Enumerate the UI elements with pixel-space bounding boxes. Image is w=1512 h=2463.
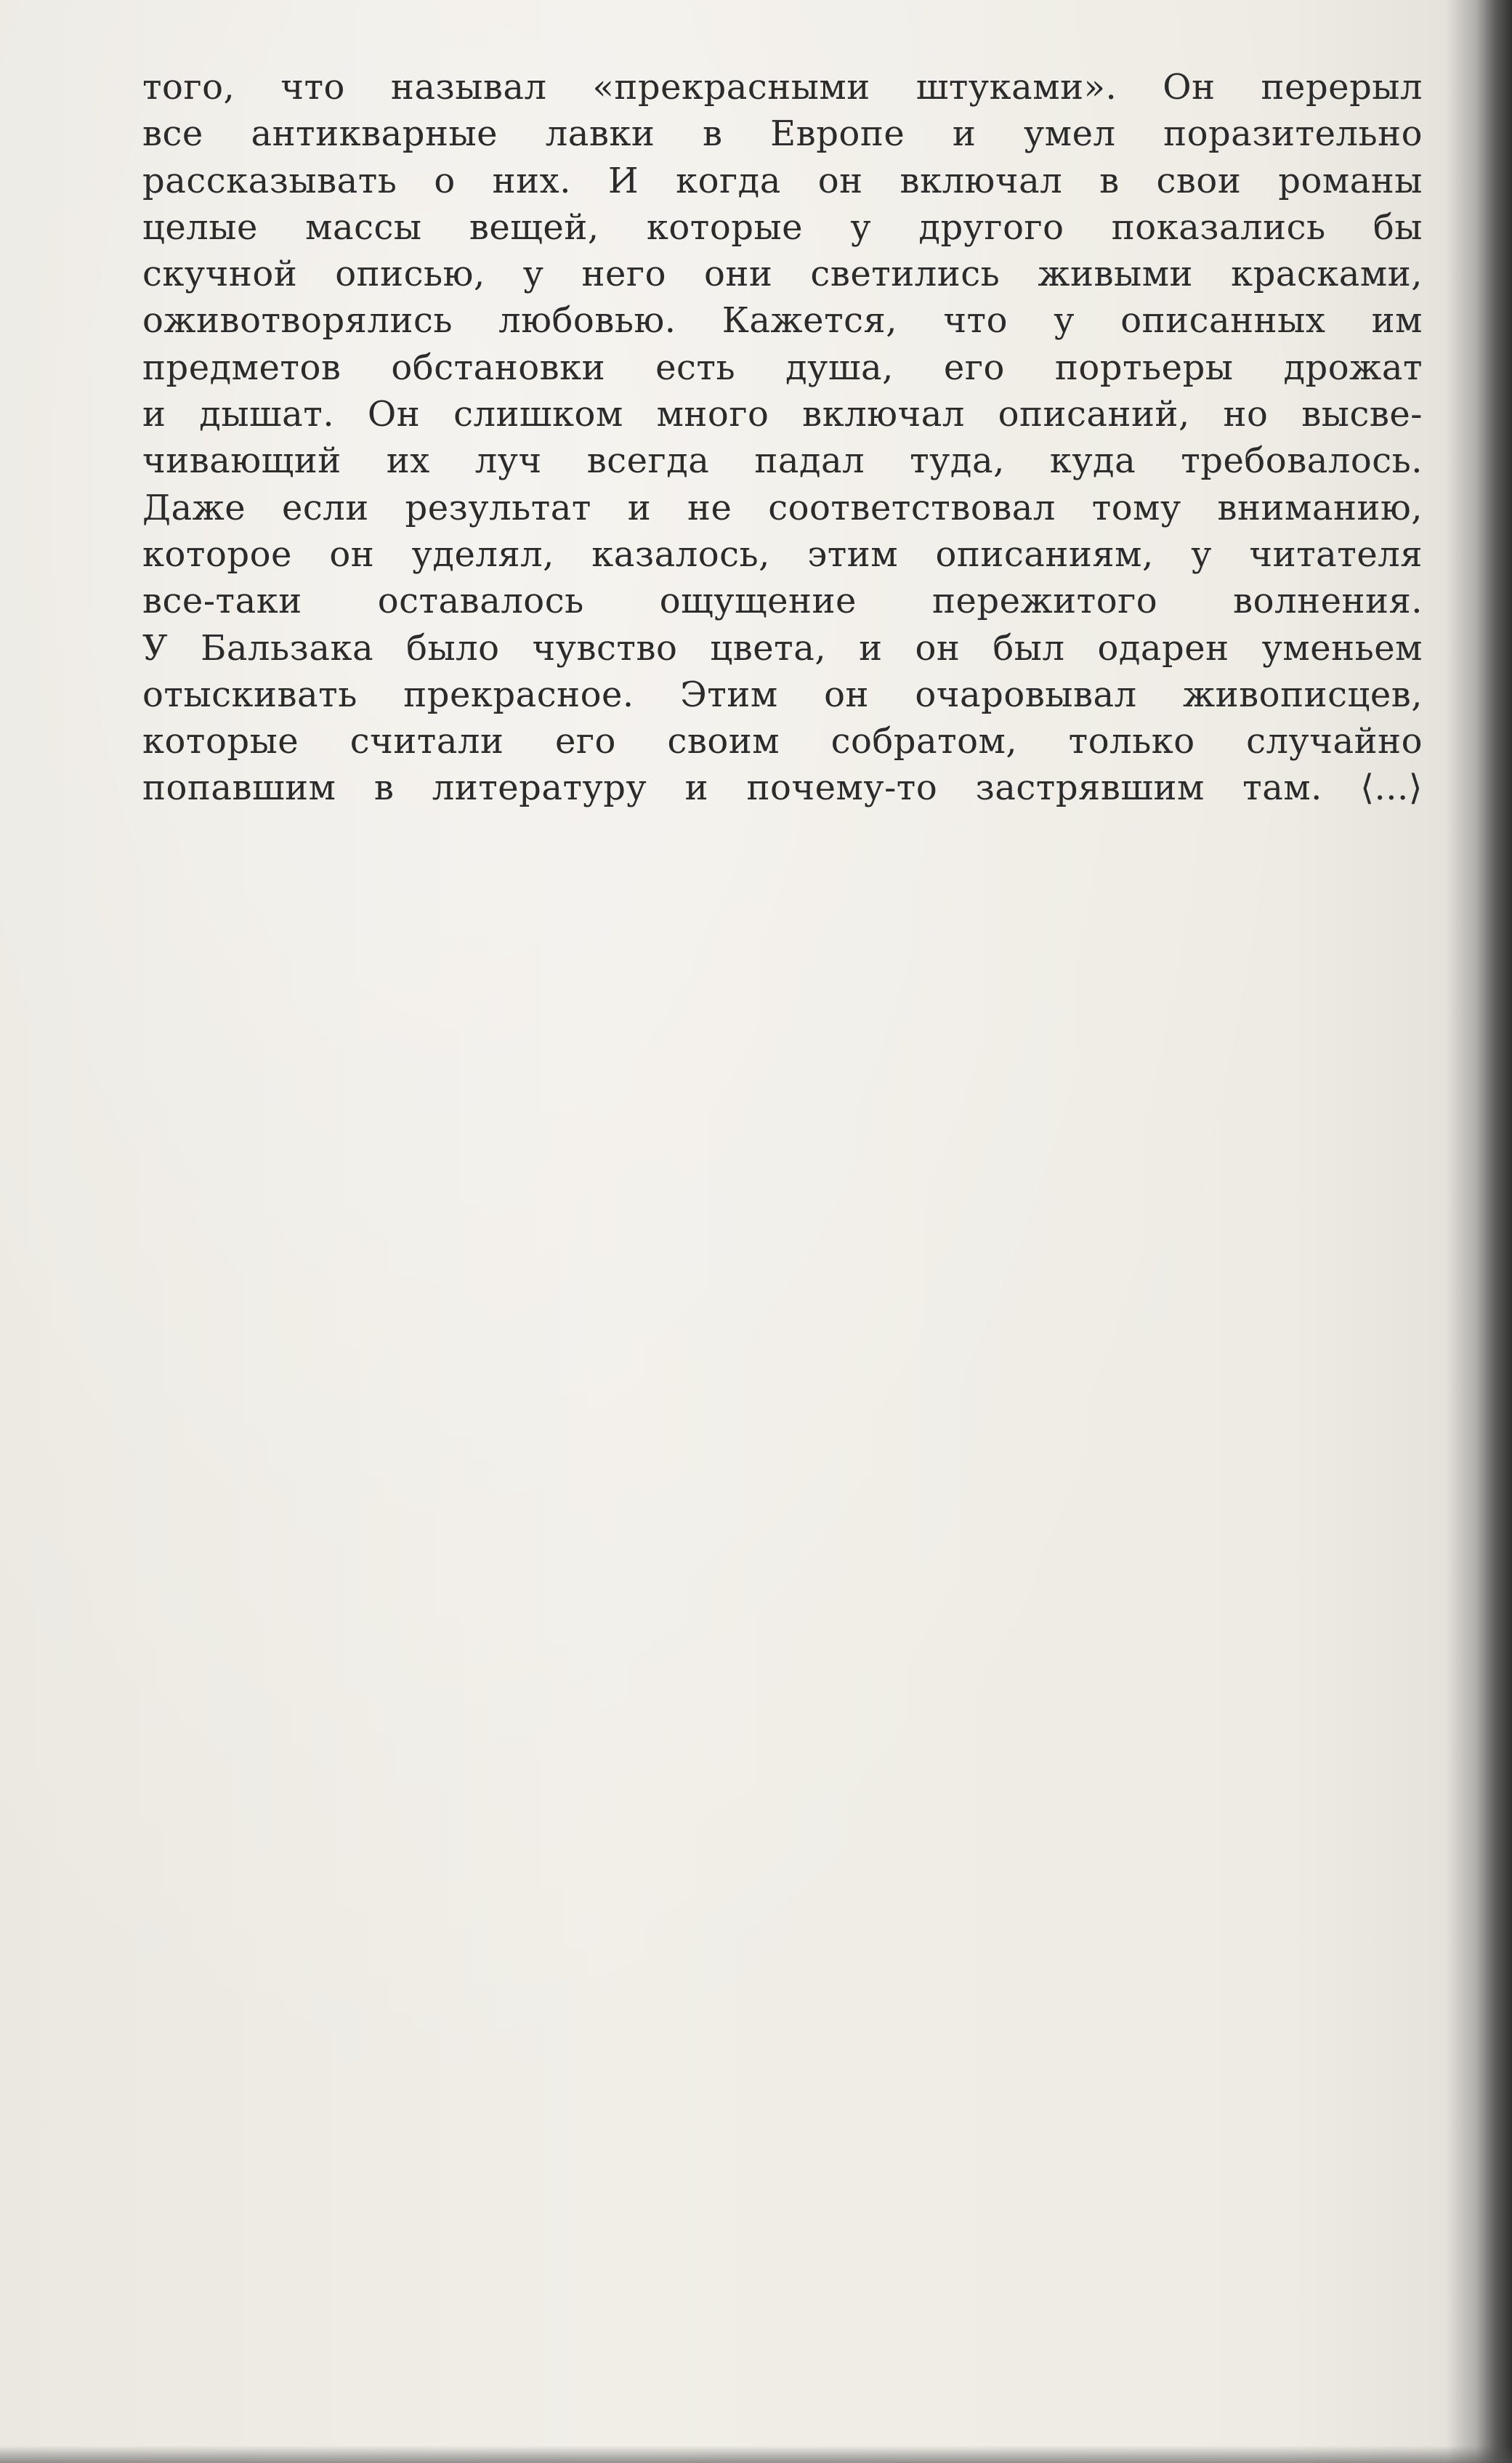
- text-line-15: которые считали его своим собратом, только случайно: [142, 721, 1423, 762]
- text-line-2: все антикварные лавки в Европе и умел поразительно: [142, 113, 1423, 155]
- text-line-13: У Бальзака было чувство цвета, и он был одарен уменьем: [142, 627, 1423, 669]
- text-line-8: и дышат. Он слишком много включал описаний, но высве-: [142, 394, 1423, 435]
- text-line-4: целые массы вещей, которые у другого показались бы: [142, 206, 1423, 248]
- text-line-12: все-таки оставалось ощущение пережитого волнения.: [142, 581, 1423, 622]
- text-line-5: скучной описью, у него они светились живыми красками,: [142, 254, 1423, 295]
- page-bottom-edge: [0, 2446, 1512, 2463]
- text-line-1: того, что называл «прекрасными штуками». Он перерыл: [142, 67, 1423, 108]
- text-line-14: отыскивать прекрасное. Этим он очаровывал живописцев,: [142, 674, 1423, 715]
- text-line-7: предметов обстановки есть душа, его портьеры дрожат: [142, 347, 1423, 388]
- text-line-6: оживотворялись любовью. Кажется, что у описанных им: [142, 300, 1423, 342]
- text-line-10: Даже если результат и не соответствовал тому вниманию,: [142, 487, 1423, 528]
- text-line-11: которое он уделял, казалось, этим описаниям, у читателя: [142, 533, 1423, 575]
- text-line-3: рассказывать о них. И когда он включал в свои романы: [142, 160, 1423, 201]
- spine-shadow: [1447, 0, 1512, 2463]
- text-line-16: попавшим в литературу и почему-то застрявшим там. ⟨...⟩: [142, 767, 1423, 809]
- text-line-9: чивающий их луч всегда падал туда, куда требовалось.: [142, 440, 1423, 482]
- body-text: [142, 64, 1423, 812]
